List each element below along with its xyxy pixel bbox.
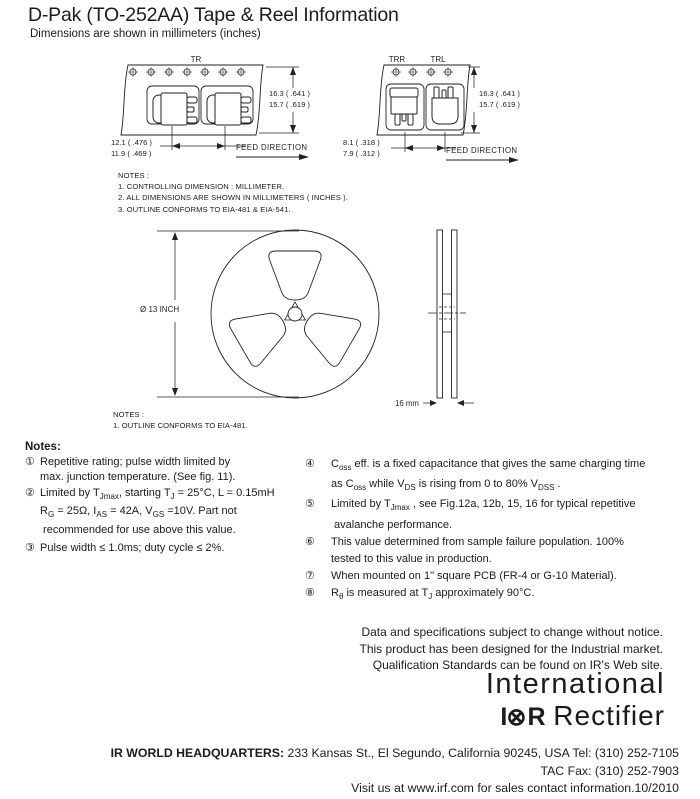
footer-hq-address: 233 Kansas St., El Segundo, California 90245, USA Tel: (310) 252-7105 (284, 746, 679, 760)
footnote-number: ④ (305, 458, 315, 470)
company-logo (486, 669, 665, 733)
trl-label: TRL (430, 55, 446, 64)
reel-note-line: 1. OUTLINE CONFORMS TO EIA-481. (113, 421, 248, 431)
tape-note-line: 2. ALL DIMENSIONS ARE SHOWN IN MILLIMETERS ( INCHES ). (118, 193, 349, 203)
page-title: D-Pak (TO-252AA) Tape & Reel Information (28, 4, 399, 26)
tr-label: TR (190, 55, 202, 64)
footnote-text: This value determined from sample failure population. 100% tested to this value in production. (331, 535, 624, 565)
footnotes-left-column (25, 441, 335, 556)
reel-diameter-label: Ø 13 INCH (140, 305, 180, 314)
logo-letter-i: I (500, 703, 507, 731)
footnote-number: ⑧ (305, 586, 315, 599)
footnote-item (305, 585, 695, 605)
footnote-text: Repetitive rating; pulse width limited by max. junction temperature. (See fig. 11). (40, 456, 236, 484)
logo-wordmark-international: International (485, 668, 665, 700)
tape-notes-heading: NOTES : (118, 171, 150, 180)
tape-notes-block (118, 170, 348, 215)
footnote-item (25, 455, 335, 486)
footnote-number: ⑤ (305, 498, 315, 511)
footnote-text: Limited by $T_{Jmax}$ , see Fig.12a, 12b, 15, 16 for typical repetitive avalanche performance. (331, 498, 636, 531)
trr-height-dim-min: 15.7 ( .619 ) (479, 100, 520, 109)
disclaimer-line: Data and specifications subject to change without notice. (361, 625, 663, 639)
footnote-item (305, 534, 695, 568)
tr-height-dim-max: 16.3 ( .641 ) (269, 89, 310, 98)
trr-pitch-dim-max: 8.1 ( .318 ) (343, 138, 380, 147)
footnote-item (25, 486, 335, 538)
footnote-item (25, 541, 335, 556)
footnote-text: Pulse width ≤ 1.0ms; duty cycle ≤ 2%. (40, 541, 225, 554)
footnote-number: ① (25, 456, 35, 468)
footnote-text: $R_\theta$ is measured at $T_J$ approximately 90°C. (331, 586, 535, 601)
footer-headquarters-line (111, 745, 679, 763)
reel-side-view (423, 230, 474, 406)
footnotes-right-column (305, 456, 695, 605)
tr-feed-direction-label: FEED DIRECTION (236, 143, 308, 152)
reel-notes-block (113, 409, 248, 431)
disclaimer-line: This product has been designed for the Industrial market. (359, 641, 663, 656)
trr-feed-arrow (446, 157, 519, 163)
reel-width-dimension (423, 400, 474, 406)
footer-block (111, 745, 679, 798)
footer-fax-line: TAC Fax: (310) 252-7903 (540, 763, 679, 778)
tape-note-line: 3. OUTLINE CONFORMS TO EIA-481 & EIA-541. (118, 204, 291, 214)
footnote-number: ③ (25, 541, 35, 554)
trr-pitch-dim-min: 7.9 ( .312 ) (343, 149, 380, 158)
tr-pitch-dim-max: 12.1 ( .476 ) (111, 138, 152, 147)
tr-pitch-dim-min: 11.9 ( .469 ) (111, 149, 152, 158)
disclaimer-block (359, 624, 663, 674)
footnote-number: ⑦ (305, 569, 315, 582)
reel-front-view (157, 230, 379, 398)
ir-globe-icon: ⊗ (506, 704, 528, 731)
trr-feed-direction-label: FEED DIRECTION (446, 146, 518, 155)
page-subtitle: Dimensions are shown in millimeters (inches) (30, 28, 261, 40)
tape-reel-drawing (0, 50, 700, 435)
tr-height-dim-min: 15.7 ( .619 ) (269, 100, 310, 109)
footnote-number: ⑥ (305, 535, 315, 548)
dpak-package (207, 93, 251, 125)
footnote-item (305, 456, 695, 496)
tr-feed-arrow (236, 154, 309, 160)
footnote-item (305, 496, 695, 533)
footnote-text: Limited by $T_{Jmax}$, starting $T_J = 25^\circ C$, L = 0.15mH $R_G = 25\Omega$, $I_{AS} = 42A$, $V_{GS} =10V$. Part not recommended for use above this value. (40, 486, 275, 536)
trr-label: TRR (388, 55, 406, 64)
footnote-text: $C_{oss}$ eff. is a fixed capacitance that gives the same charging time as $C_{oss}$ while $V_{DS}$ is rising from 0 to 80% $V_{DSS}$ . (331, 458, 646, 493)
reel-width-label: 16 mm (395, 399, 419, 408)
dpak-package (153, 93, 197, 125)
disclaimer-line: Qualification Standards can be found on IR's Web site. (372, 658, 663, 672)
footnote-text: When mounted on 1" square PCB (FR-4 or G-10 Material). (331, 569, 617, 582)
footer-visit-line: Visit us at www.irf.com for sales contact information.10/2010 (351, 781, 679, 795)
footer-hq-label: IR WORLD HEADQUARTERS: (110, 746, 285, 760)
footnote-number: ② (25, 486, 35, 499)
logo-wordmark-rectifier (486, 700, 665, 733)
logo-rectifier-text: Rectifier (544, 700, 665, 731)
tape-note-line: 1. CONTROLLING DIMENSION : MILLIMETER. (118, 182, 285, 192)
logo-letter-r: R (527, 703, 545, 731)
footnotes-heading: Notes: (25, 441, 61, 453)
trr-height-dim-max: 16.3 ( .641 ) (479, 89, 520, 98)
reel-notes-heading: NOTES : (113, 410, 145, 419)
footnote-item (305, 568, 695, 585)
